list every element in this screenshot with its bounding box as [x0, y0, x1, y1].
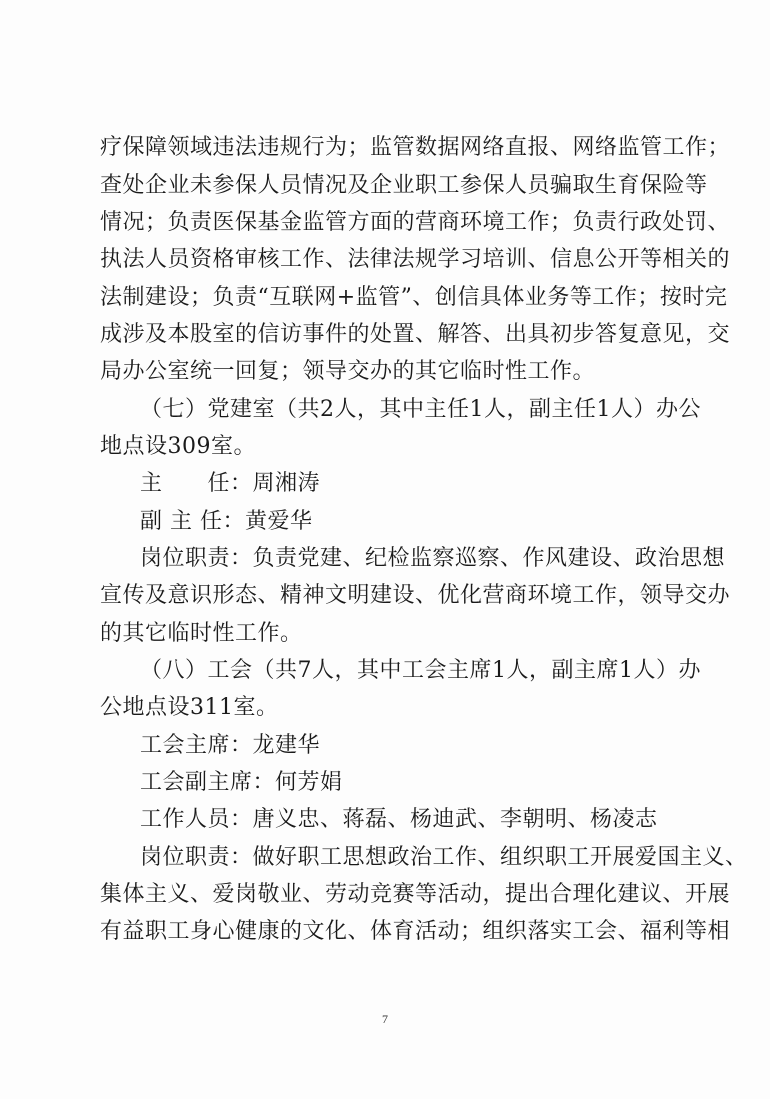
union-chair-line: 工会主席：龙建华	[140, 733, 321, 758]
section-heading-union: （八）工会（共7人，其中工会主席1人，副主席1人）办	[140, 658, 701, 683]
staff-members-line: 工作人员：唐义忠、蒋磊、杨迪武、李朝明、杨凌志	[140, 807, 658, 832]
body-text-line: 局办公室统一回复；领导交办的其它临时性工作。	[100, 359, 596, 384]
duties-text-line: 宣传及意识形态、精神文明建设、优化营商环境工作，领导交办	[100, 583, 731, 608]
body-text-line: 执法人员资格审核工作、法律法规学习培训、信息公开等相关的	[100, 247, 731, 272]
duties-text-line: 岗位职责：做好职工思想政治工作、组织职工开展爱国主义、	[140, 845, 748, 870]
deputy-director-line: 副 主 任：黄爱华	[140, 509, 313, 534]
duties-text-line: 有益职工身心健康的文化、体育活动；组织落实工会、福利等相	[100, 919, 731, 944]
duties-text-line: 集体主义、爱岗敬业、劳动竞赛等活动，提出合理化建议、开展	[100, 882, 731, 907]
section-heading-continuation: 公地点设311室。	[100, 695, 279, 720]
body-text-line: 法制建设；负责“互联网+监管”、创信具体业务等工作；按时完	[100, 285, 728, 310]
section-heading-party-building: （七）党建室（共2人，其中主任1人，副主任1人）办公	[140, 397, 701, 422]
body-text-line: 查处企业未参保人员情况及企业职工参保人员骗取生育保险等	[100, 173, 708, 198]
union-vice-chair-line: 工会副主席：何芳娟	[140, 770, 343, 795]
director-line: 主 任：周湘涛	[140, 471, 321, 496]
duties-text-line: 的其它临时性工作。	[100, 621, 303, 646]
page-number: 7	[382, 1012, 388, 1026]
body-text-line: 情况；负责医保基金监管方面的营商环境工作；负责行政处罚、	[100, 210, 731, 235]
section-heading-continuation: 地点设309室。	[100, 434, 256, 459]
body-text-line: 成涉及本股室的信访事件的处置、解答、出具初步答复意见，交	[100, 322, 731, 347]
body-text-line: 疗保障领域违法违规行为；监管数据网络直报、网络监管工作；	[100, 135, 731, 160]
duties-text-line: 岗位职责：负责党建、纪检监察巡察、作风建设、政治思想	[140, 546, 726, 571]
